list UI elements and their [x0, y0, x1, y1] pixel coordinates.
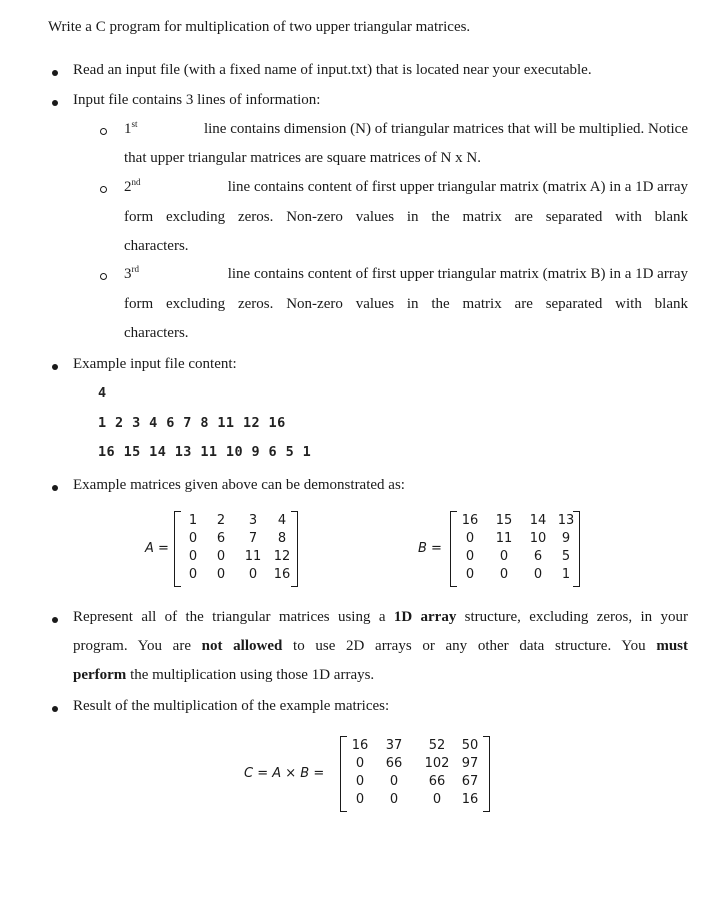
matrix-b-cell: 16 — [461, 513, 479, 528]
matrix-b-cell: 11 — [495, 531, 513, 546]
input-file-line-2: 1 2 3 4 6 7 8 11 12 16 — [98, 415, 286, 431]
matrix-c-cell: 67 — [461, 774, 479, 789]
matrix-a — [174, 511, 298, 587]
matrix-b-cell: 0 — [465, 531, 475, 546]
matrix-b-cell: 0 — [465, 549, 475, 564]
matrix-c-cell: 16 — [351, 738, 369, 753]
matrix-b-cell: 9 — [561, 531, 571, 546]
matrix-a-cell: 0 — [188, 549, 198, 564]
matrix-b-cell: 1 — [561, 567, 571, 582]
matrix-bracket-left — [450, 511, 457, 587]
sub-bullet-2-line1: 2nd line contains content of first upper triangular matrix (matrix A) in a 1D array — [124, 177, 688, 195]
bullet-example-input: Example input file content: — [73, 356, 237, 372]
sub-bullet-circle — [100, 186, 107, 193]
matrix-c-cell: 0 — [432, 792, 442, 807]
matrix-a-cell: 0 — [216, 549, 226, 564]
matrix-a-cell: 0 — [248, 567, 258, 582]
input-file-line-3: 16 15 14 13 11 10 9 6 5 1 — [98, 444, 312, 460]
matrix-a-cell: 0 — [188, 531, 198, 546]
matrix-c-cell: 97 — [461, 756, 479, 771]
bullet-result: Result of the multiplication of the example matrices: — [73, 698, 390, 714]
matrix-c — [340, 736, 490, 812]
bullet-read-input: Read an input file (with a fixed name of input.txt) that is located near your executable. — [73, 62, 592, 78]
matrix-c-cell: 50 — [461, 738, 479, 753]
sub-bullet-3-line2: form excluding zeros. Non-zero values in the matrix are separated with blank — [124, 296, 688, 312]
bullet-dot — [52, 70, 58, 76]
bullet-input-lines: Input file contains 3 lines of information: — [73, 92, 321, 108]
matrix-c-cell: 16 — [461, 792, 479, 807]
matrix-c-cell: 0 — [389, 774, 399, 789]
matrix-a-cell: 0 — [188, 567, 198, 582]
page-title: Write a C program for multiplication of two upper triangular matrices. — [48, 19, 471, 35]
matrix-c-cell: 37 — [385, 738, 403, 753]
matrix-a-cell: 8 — [277, 531, 287, 546]
bullet-example-matrices: Example matrices given above can be demonstrated as: — [73, 477, 405, 493]
matrix-c-cell: 0 — [355, 756, 365, 771]
matrix-b-cell: 0 — [499, 567, 509, 582]
matrix-b-cell: 0 — [465, 567, 475, 582]
matrix-bracket-right — [483, 736, 490, 812]
bullet-dot — [52, 364, 58, 370]
matrix-c-label: C = A × B = — [244, 766, 325, 781]
matrix-a-cell: 6 — [216, 531, 226, 546]
bullet-dot — [52, 706, 58, 712]
matrix-b-cell: 6 — [533, 549, 543, 564]
matrix-a-cell: 4 — [277, 513, 287, 528]
matrix-c-cell: 102 — [424, 756, 450, 771]
matrix-b-cell: 14 — [529, 513, 547, 528]
matrix-a-label: A = — [145, 541, 169, 556]
bullet-represent-line3: perform the multiplication using those 1D arrays. — [73, 667, 375, 683]
sub-bullet-3-line3: characters. — [124, 325, 189, 341]
bullet-dot — [52, 617, 58, 623]
sub-bullet-circle — [100, 128, 107, 135]
matrix-b-cell: 15 — [495, 513, 513, 528]
sub-bullet-circle — [100, 273, 107, 280]
matrix-c-cell: 66 — [385, 756, 403, 771]
sub-bullet-1-line2: that upper triangular matrices are square matrices of N x N. — [124, 150, 481, 166]
matrix-c-cell: 0 — [355, 792, 365, 807]
sub-bullet-2-line2: form excluding zeros. Non-zero values in the matrix are separated with blank — [124, 209, 688, 225]
matrix-c-cell: 52 — [428, 738, 446, 753]
bullet-dot — [52, 485, 58, 491]
matrix-a-cell: 16 — [273, 567, 291, 582]
input-file-line-1: 4 — [98, 385, 107, 401]
matrix-a-cell: 11 — [244, 549, 262, 564]
matrix-bracket-left — [340, 736, 347, 812]
matrix-c-cell: 0 — [355, 774, 365, 789]
bullet-dot — [52, 100, 58, 106]
matrix-a-cell: 7 — [248, 531, 258, 546]
matrix-b — [450, 511, 580, 587]
matrix-b-cell: 5 — [561, 549, 571, 564]
matrix-b-cell: 13 — [557, 513, 575, 528]
matrix-a-cell: 0 — [216, 567, 226, 582]
matrix-a-cell: 2 — [216, 513, 226, 528]
matrix-c-cell: 0 — [389, 792, 399, 807]
bullet-represent-line1: Represent all of the triangular matrices using a 1D array structure, excluding zeros, in your — [73, 609, 688, 625]
sub-bullet-3-line1: 3rd line contains content of first upper triangular matrix (matrix B) in a 1D array — [124, 264, 688, 282]
matrix-b-cell: 0 — [499, 549, 509, 564]
matrix-a-cell: 1 — [188, 513, 198, 528]
matrix-c-cell: 66 — [428, 774, 446, 789]
sub-bullet-2-line3: characters. — [124, 238, 189, 254]
matrix-b-cell: 0 — [533, 567, 543, 582]
matrix-a-cell: 3 — [248, 513, 258, 528]
matrix-b-label: B = — [418, 541, 442, 556]
matrix-b-cell: 10 — [529, 531, 547, 546]
sub-bullet-1-line1: 1st line contains dimension (N) of triangular matrices that will be multiplied. Notice — [124, 119, 688, 137]
matrix-a-cell: 12 — [273, 549, 291, 564]
bullet-represent-line2: program. You are not allowed to use 2D arrays or any other data structure. You must — [73, 638, 688, 654]
